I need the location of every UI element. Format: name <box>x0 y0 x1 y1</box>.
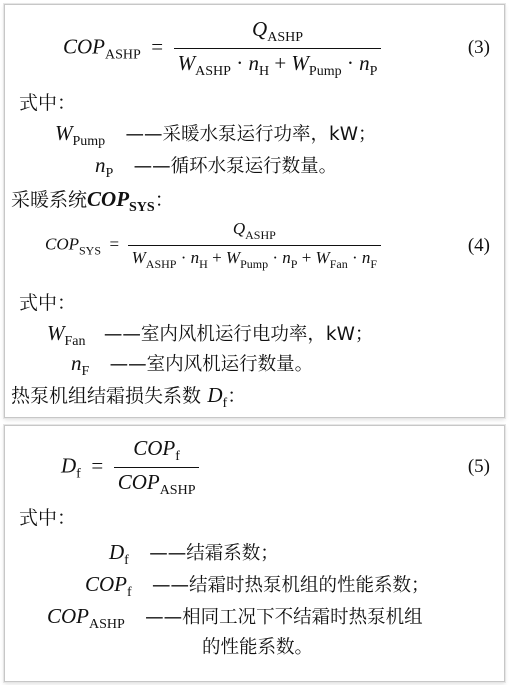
cop-f-description: ——结霜时热泵机组的性能系数； <box>152 575 430 596</box>
n-f-description: ——室内风机运行数量。 <box>109 354 314 375</box>
definition-d-f <box>109 540 279 573</box>
eq4-fraction <box>128 219 381 272</box>
w-pump-symbol: W <box>55 121 73 145</box>
eq3-lhs: COP <box>63 34 105 59</box>
eq3-fraction <box>174 17 382 80</box>
equation-3 <box>63 17 381 80</box>
equation-5: $D_f$ = $\frac{COP_f}{COP_{ASHP}}$ <box>61 436 199 499</box>
d-f-description: ——结霜系数； <box>149 543 279 564</box>
w-fan-description: ——室内风机运行电功率，kW； <box>103 324 374 345</box>
eq3-denominator: $W_{ASHP} \cdot n_H + W_{Pump} \cdot n_P$ <box>174 48 382 80</box>
cop-ashp-description-line1: ——相同工况下不结霜时热泵机组 <box>145 607 423 628</box>
eq3-lhs-sub: ASHP <box>105 47 141 63</box>
frost-loss-intro: 热泵机组结霜损失系数 $D_f$： <box>11 383 247 411</box>
formula-card-1 <box>4 4 505 418</box>
eq3-numerator: $Q_{ASHP}$ <box>252 17 303 45</box>
eq4-denominator: $W_{ASHP} \cdot n_H + W_{Pump} \cdot n_P + W_{Fan} \cdot n_F$ <box>128 245 381 272</box>
cop-f-subscript: f <box>127 585 132 600</box>
equation-number-5: (5) <box>467 456 490 477</box>
formula-card-2 <box>4 425 505 682</box>
where-label-2: 式中： <box>19 292 77 314</box>
d-f-symbol: D <box>109 540 125 564</box>
cop-ashp-description-line2: 的性能系数。 <box>202 637 314 658</box>
equation-number-4: (4) <box>467 235 490 256</box>
n-p-symbol: n <box>95 153 106 177</box>
n-f-subscript: F <box>81 364 90 379</box>
w-fan-symbol: W <box>47 321 65 345</box>
definition-w-pump <box>55 121 377 154</box>
definition-cop-f <box>85 572 430 605</box>
d-f-subscript: f <box>124 553 129 568</box>
eq5-lhs: D <box>61 453 77 478</box>
cop-f-symbol: COP <box>85 572 127 596</box>
cop-ashp-subscript: ASHP <box>89 617 125 632</box>
system-cop-intro: 采暖系统$COP_{SYS}$： <box>11 187 174 215</box>
n-p-description: ——循环水泵运行数量。 <box>133 156 338 177</box>
n-p-subscript: P <box>105 166 114 181</box>
definition-n-p <box>95 153 337 186</box>
cop-ashp-symbol: COP <box>47 604 89 628</box>
equals-sign: = <box>146 34 169 59</box>
w-fan-subscript: Fan <box>64 334 86 349</box>
definition-cop-ashp <box>47 604 423 637</box>
equation-number-3: (3) <box>467 37 490 58</box>
eq5-numerator: $COP_f$ <box>133 436 180 464</box>
w-pump-subscript: Pump <box>72 134 106 149</box>
equation-4: $COP_{SYS}$ = $\frac{Q_{ASHP}}{W_{ASHP} \cdot n_H + W_{Pump} \cdot n_P + W_{Fan} \cdot n_F}$ <box>45 219 381 272</box>
eq5-denominator: $COP_{ASHP}$ <box>114 467 200 499</box>
eq4-lhs: COP <box>45 234 79 254</box>
where-label-3: 式中： <box>19 507 77 529</box>
eq5-fraction <box>114 436 200 499</box>
eq4-numerator: $Q_{ASHP}$ <box>232 219 276 242</box>
definition-w-fan <box>47 321 373 354</box>
w-pump-description: ——采暖水泵运行功率，kW； <box>125 124 377 145</box>
definition-n-f <box>71 351 313 384</box>
n-f-symbol: n <box>71 351 82 375</box>
where-label-1: 式中： <box>19 92 77 114</box>
